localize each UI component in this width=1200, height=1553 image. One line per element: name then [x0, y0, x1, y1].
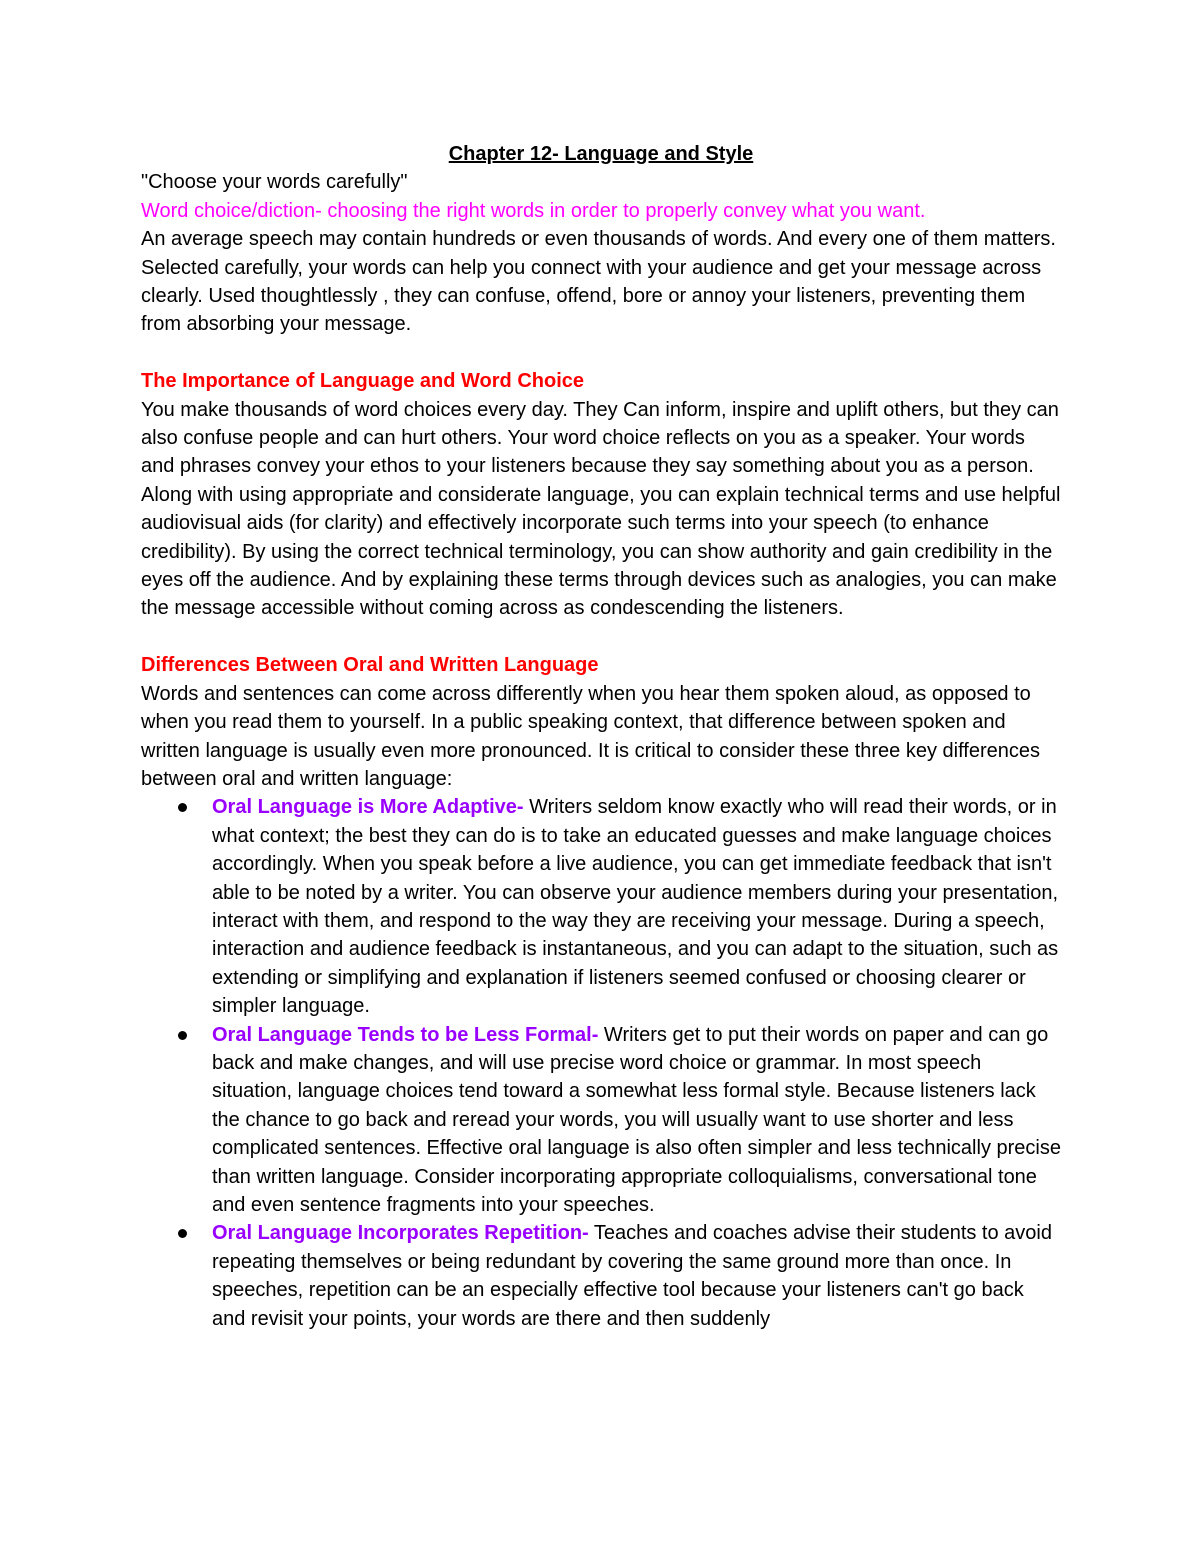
page-title: Chapter 12- Language and Style: [448, 143, 754, 165]
bullet-icon: [178, 1229, 187, 1238]
bullet-icon: [178, 803, 187, 812]
blank-line: [141, 623, 1061, 651]
bullet-lead: Oral Language is More Adaptive-: [212, 796, 524, 819]
blank-line: [141, 339, 1061, 367]
section-body-importance: You make thousands of word choices every day. They Can inform, inspire and uplift others, but they can also confuse people and can hurt others. Your word choice reflects on you as a speaker. Your words and phrases convey your ethos to your listeners because they say something about you as a person. Along with using appropriate and considerate language, you can explain technical terms and use helpful audiovisual aids (for clarity) and effectively incorporate such terms into your speech (to enhance credibility). By using the correct technical terminology, you can show authority and gain credibility in the eyes off the audience. And by explaining these terms through devices such as analogies, you can make the message accessible without coming across as condescending the listeners.: [141, 398, 1061, 620]
bullet-text: Teaches and coaches advise their students to avoid repeating themselves or being redundant by covering the same ground more than once. In speeches, repetition can be an especially effective tool because your listeners can't go back and revisit your points, your words are there and then suddenly: [212, 1222, 1052, 1330]
document-page: [141, 140, 1061, 1333]
quote-line: "Choose your words carefully": [141, 171, 408, 194]
bullet-lead: Oral Language Tends to be Less Formal-: [212, 1023, 599, 1046]
bullet-text: Writers get to put their words on paper and can go back and make changes, and will use precise word choice or grammar. In most speech situation, language choices tend toward a somewhat less formal style. Because listeners lack the chance to go back and reread your words, you will usually want to use shorter and less complicated sentences. Effective oral language is also often simpler and less technically precise than written language. Consider incorporating appropriate colloquialisms, conversational tone and even sentence fragments into your speeches.: [212, 1023, 1061, 1216]
list-item: [141, 1021, 1061, 1220]
bullet-icon: [178, 1031, 187, 1040]
list-item: [141, 793, 1061, 1020]
list-item: [141, 1219, 1061, 1333]
section-heading-importance: The Importance of Language and Word Choice: [141, 370, 584, 393]
section-body-differences: Words and sentences can come across differently when you hear them spoken aloud, as opposed to when you read them to yourself. In a public speaking context, that difference between spoken and written language is usually even more pronounced. It is critical to consider these three key differences between oral and written language:: [141, 682, 1041, 790]
definition-line: Word choice/diction- choosing the right words in order to properly convey what you want.: [141, 199, 926, 222]
section-heading-differences: Differences Between Oral and Written Language: [141, 654, 599, 677]
intro-paragraph: An average speech may contain hundreds or even thousands of words. And every one of them matters. Selected carefully, your words can help you connect with your audience and get your message across clearly. Used thoughtlessly , they can confuse, offend, bore or annoy your listeners, preventing them from absorbing your message.: [141, 228, 1056, 336]
bullet-lead: Oral Language Incorporates Repetition-: [212, 1222, 589, 1245]
bullet-list: [141, 793, 1061, 1333]
bullet-text: Writers seldom know exactly who will read their words, or in what context; the best they can do is to take an educated guesses and make language choices accordingly. When you speak before a live audience, you can get immediate feedback that isn't able to be noted by a writer. You can observe your audience members during your presentation, interact with them, and respond to the way they are receiving your message. During a speech, interaction and audience feedback is instantaneous, and you can adapt to the situation, such as extending or simplifying and explanation if listeners seemed confused or choosing clearer or simpler language.: [212, 796, 1059, 1018]
